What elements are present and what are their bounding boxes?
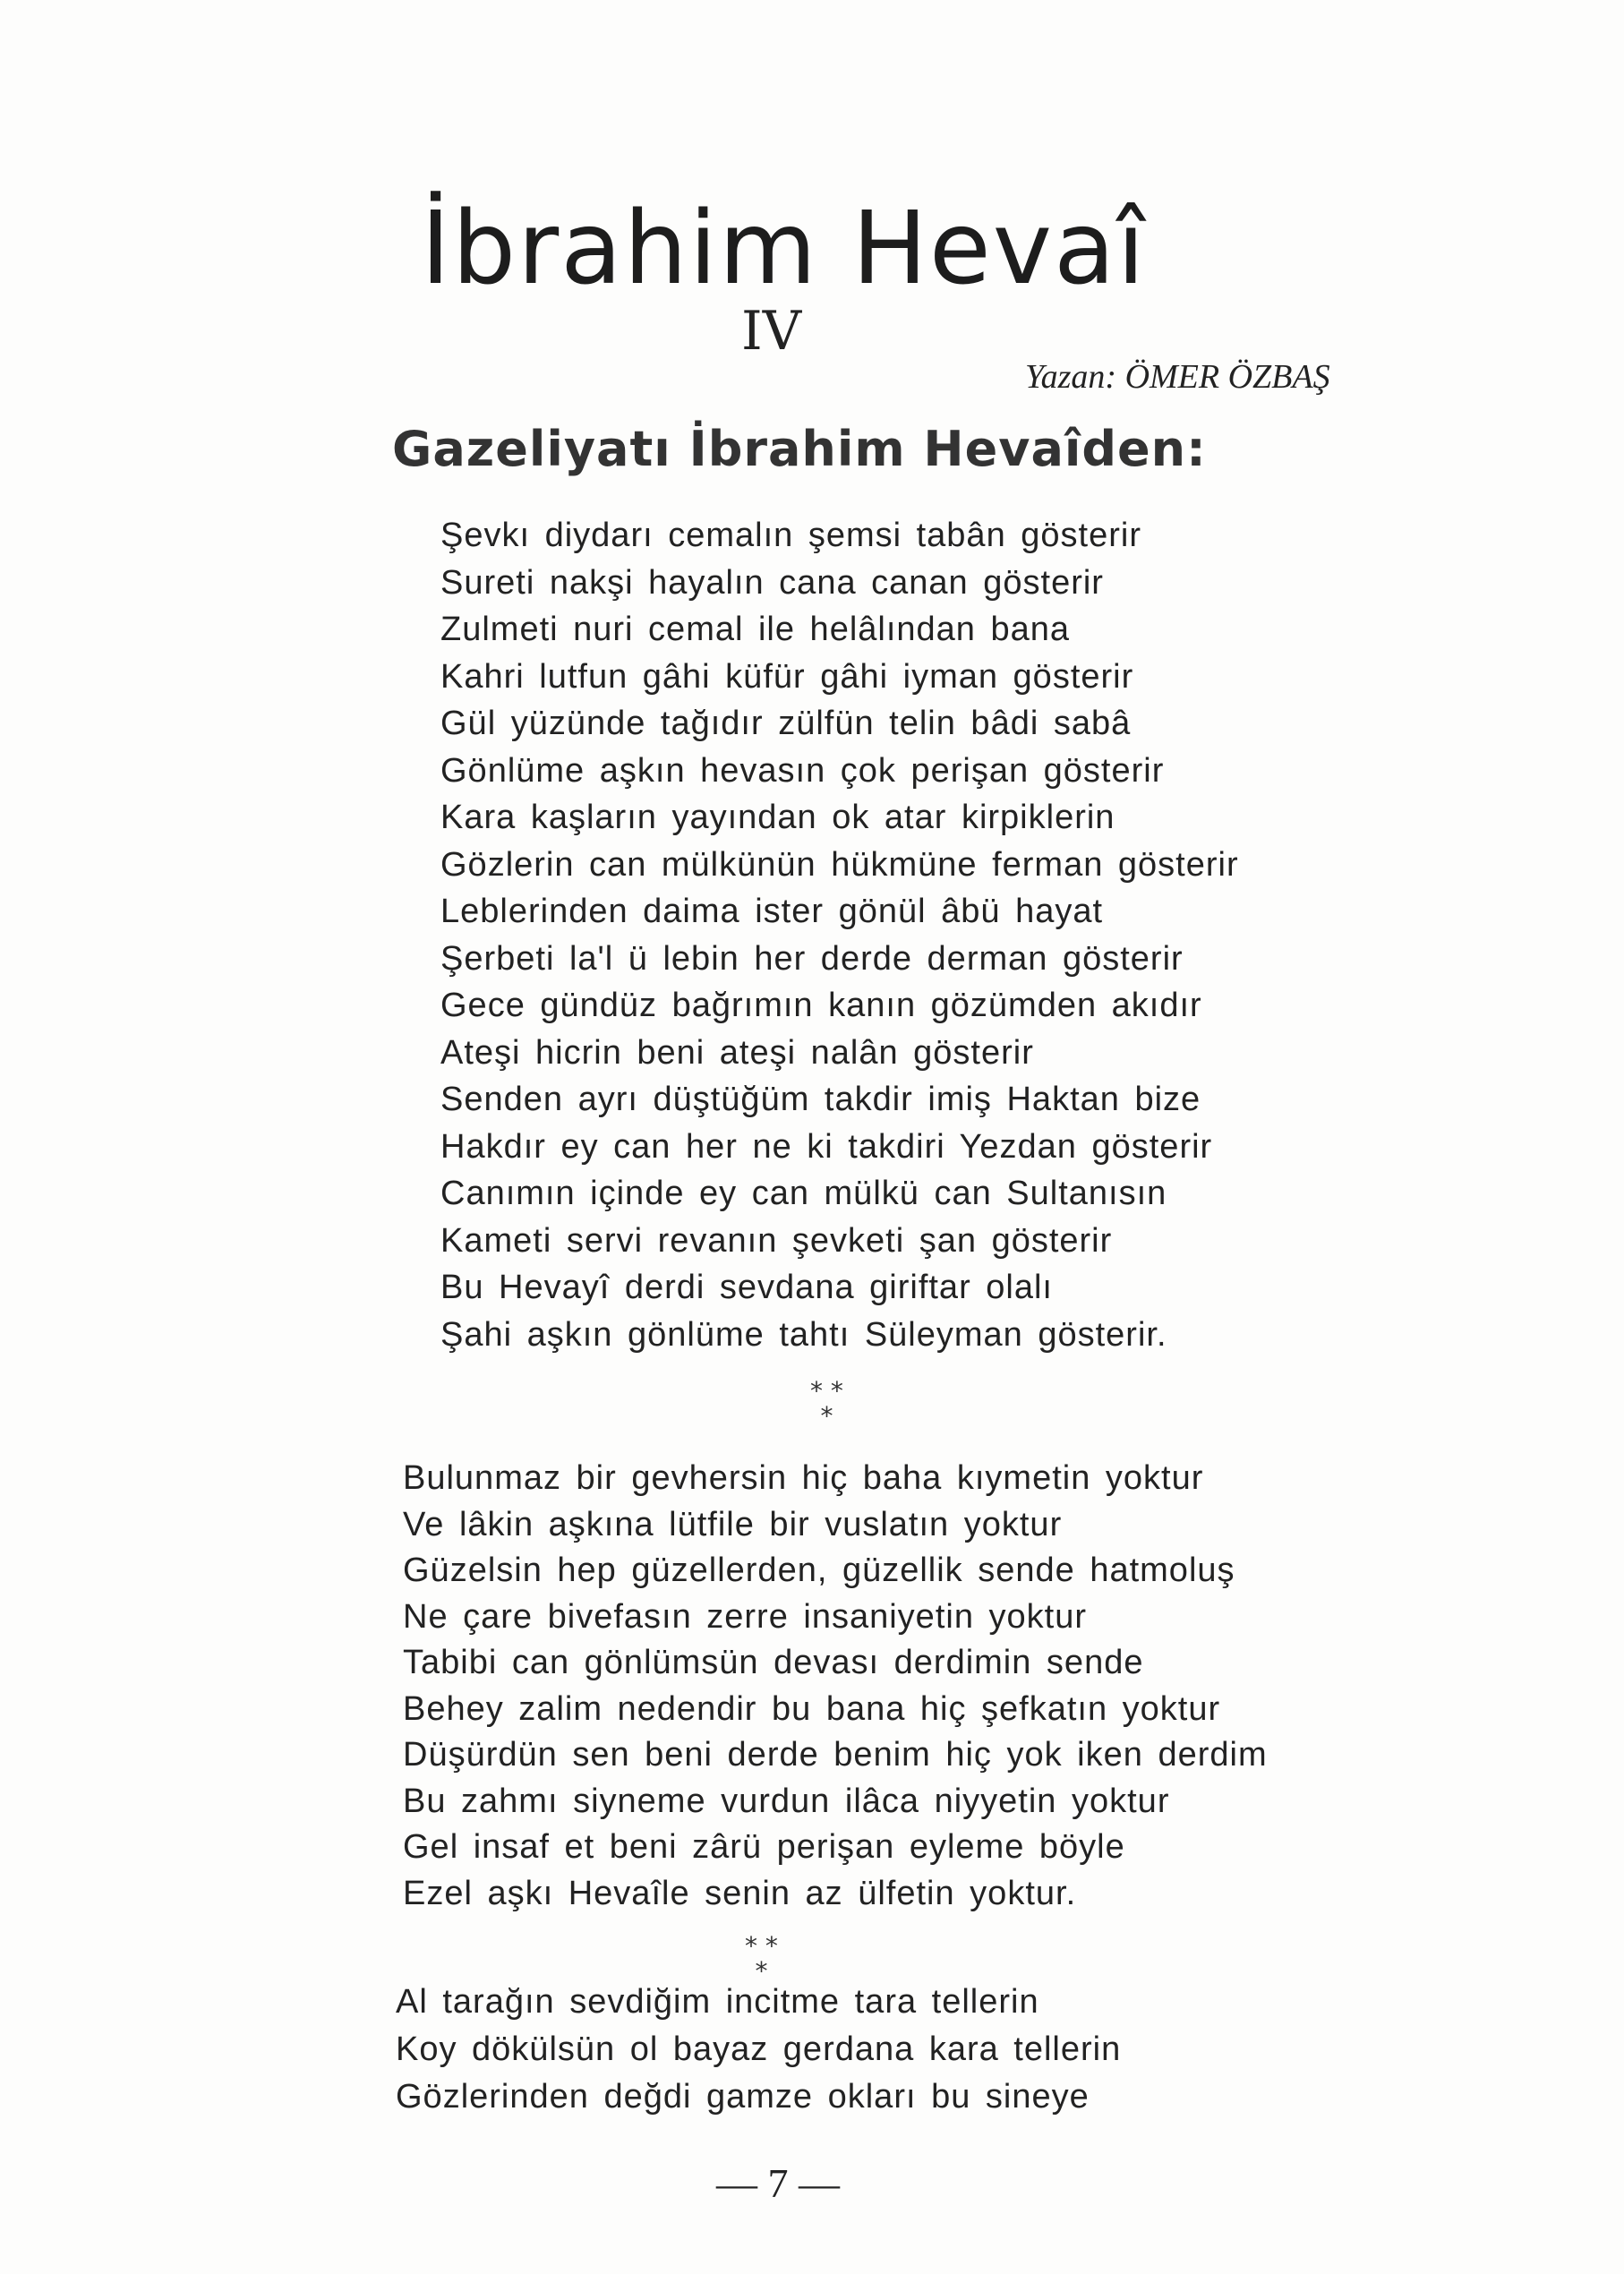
poem-line: Şahi aşkın gönlüme tahtı Süleyman gösterir. — [440, 1315, 1167, 1354]
poem-line: Şerbeti la'l ü lebin her derde derman gösterir — [440, 939, 1184, 978]
asterism-top: * * — [745, 1931, 778, 1961]
poem-line: Güzelsin hep güzellerden, güzellik sende hatmoluş — [403, 1552, 1235, 1589]
poem-line: Gözlerin can mülkünün hükmüne ferman gösterir — [440, 845, 1239, 884]
poem-line: Sureti nakşi hayalın cana canan gösterir — [440, 563, 1104, 602]
section-heading: Gazeliyatı İbrahim Hevaîden: — [392, 421, 1207, 477]
poem-line: Bu Hevayî derdi sevdana giriftar olalı — [440, 1269, 1053, 1306]
poem-line: Ezel aşkı Hevaîle senin az ülfetin yoktur. — [403, 1874, 1077, 1912]
poem-line: Canımın içinde ey can mülkü can Sultanısın — [440, 1175, 1167, 1212]
poem-line: Ve lâkin aşkına lütfile bir vuslatın yoktur — [403, 1505, 1063, 1543]
poem-line: Gel insaf et beni zârü perişan eyleme böyle — [403, 1828, 1125, 1866]
part-numeral: IV — [741, 300, 802, 363]
poem-line: Koy dökülsün ol bayaz gerdana kara tellerin — [396, 2030, 1122, 2068]
poem-line: Kameti servi revanın şevketi şan gösterir — [440, 1221, 1113, 1260]
poem-line: Gönlüme aşkın hevasın çok perişan gösterir — [440, 751, 1165, 790]
asterism-bottom: * — [820, 1401, 833, 1431]
poem-line: Behey zalim nedendir bu bana hiç şefkatın yoktur — [403, 1689, 1221, 1728]
poem-line: Ne çare bivefasın zerre insaniyetin yoktur — [403, 1597, 1087, 1636]
poem-line: Bu zahmı siyneme vurdun ilâca niyyetin yoktur — [403, 1782, 1170, 1820]
poem-line: Kara kaşların yayından ok atar kirpiklerin — [440, 799, 1115, 836]
author-byline: Yazan: ÖMER ÖZBAŞ — [1025, 358, 1330, 396]
poem-2 — [403, 1456, 1268, 1917]
poem-line: Hakdır ey can her ne ki takdiri Yezdan gösterir — [440, 1127, 1213, 1166]
asterism-divider — [810, 1376, 843, 1431]
poem-line: Tabibi can gönlümsün devası derdimin sende — [403, 1644, 1144, 1681]
poem-3 — [396, 1979, 1121, 2121]
poem-line: Gece gündüz bağrımın kanın gözümden akıdır — [440, 987, 1202, 1024]
page-title: İbrahim Hevaî — [421, 191, 1147, 307]
poem-line: Gül yüzünde tağıdır zülfün telin bâdi sabâ — [440, 705, 1132, 742]
asterism-divider — [745, 1931, 778, 1986]
poem-line: Kahri lutfun gâhi küfür gâhi iyman gösterir — [440, 657, 1134, 696]
poem-line: Zulmeti nuri cemal ile helâlından bana — [440, 611, 1071, 648]
poem-line: Leblerinden daima ister gönül âbü hayat — [440, 893, 1104, 930]
asterism-bottom: * — [755, 1956, 768, 1986]
poem-line: Ateşi hicrin beni ateşi nalân gösterir — [440, 1033, 1034, 1072]
poem-1 — [440, 512, 1239, 1358]
poem-line: Senden ayrı düştüğüm takdir imiş Haktan bize — [440, 1081, 1201, 1118]
page-number: — 7 — — [716, 2160, 840, 2206]
poem-line: Al tarağın sevdiğim incitme tara tellerin — [396, 1983, 1039, 2021]
poem-line: Bulunmaz bir gevhersin hiç baha kıymetin yoktur — [403, 1459, 1204, 1497]
poem-line: Düşürdün sen beni derde benim hiç yok iken derdim — [403, 1736, 1268, 1774]
poem-line: Gözlerinden değdi gamze okları bu sineye — [396, 2078, 1090, 2116]
poem-line: Şevkı diydarı cemalın şemsi tabân gösterir — [440, 517, 1141, 554]
asterism-top: * * — [810, 1376, 843, 1406]
